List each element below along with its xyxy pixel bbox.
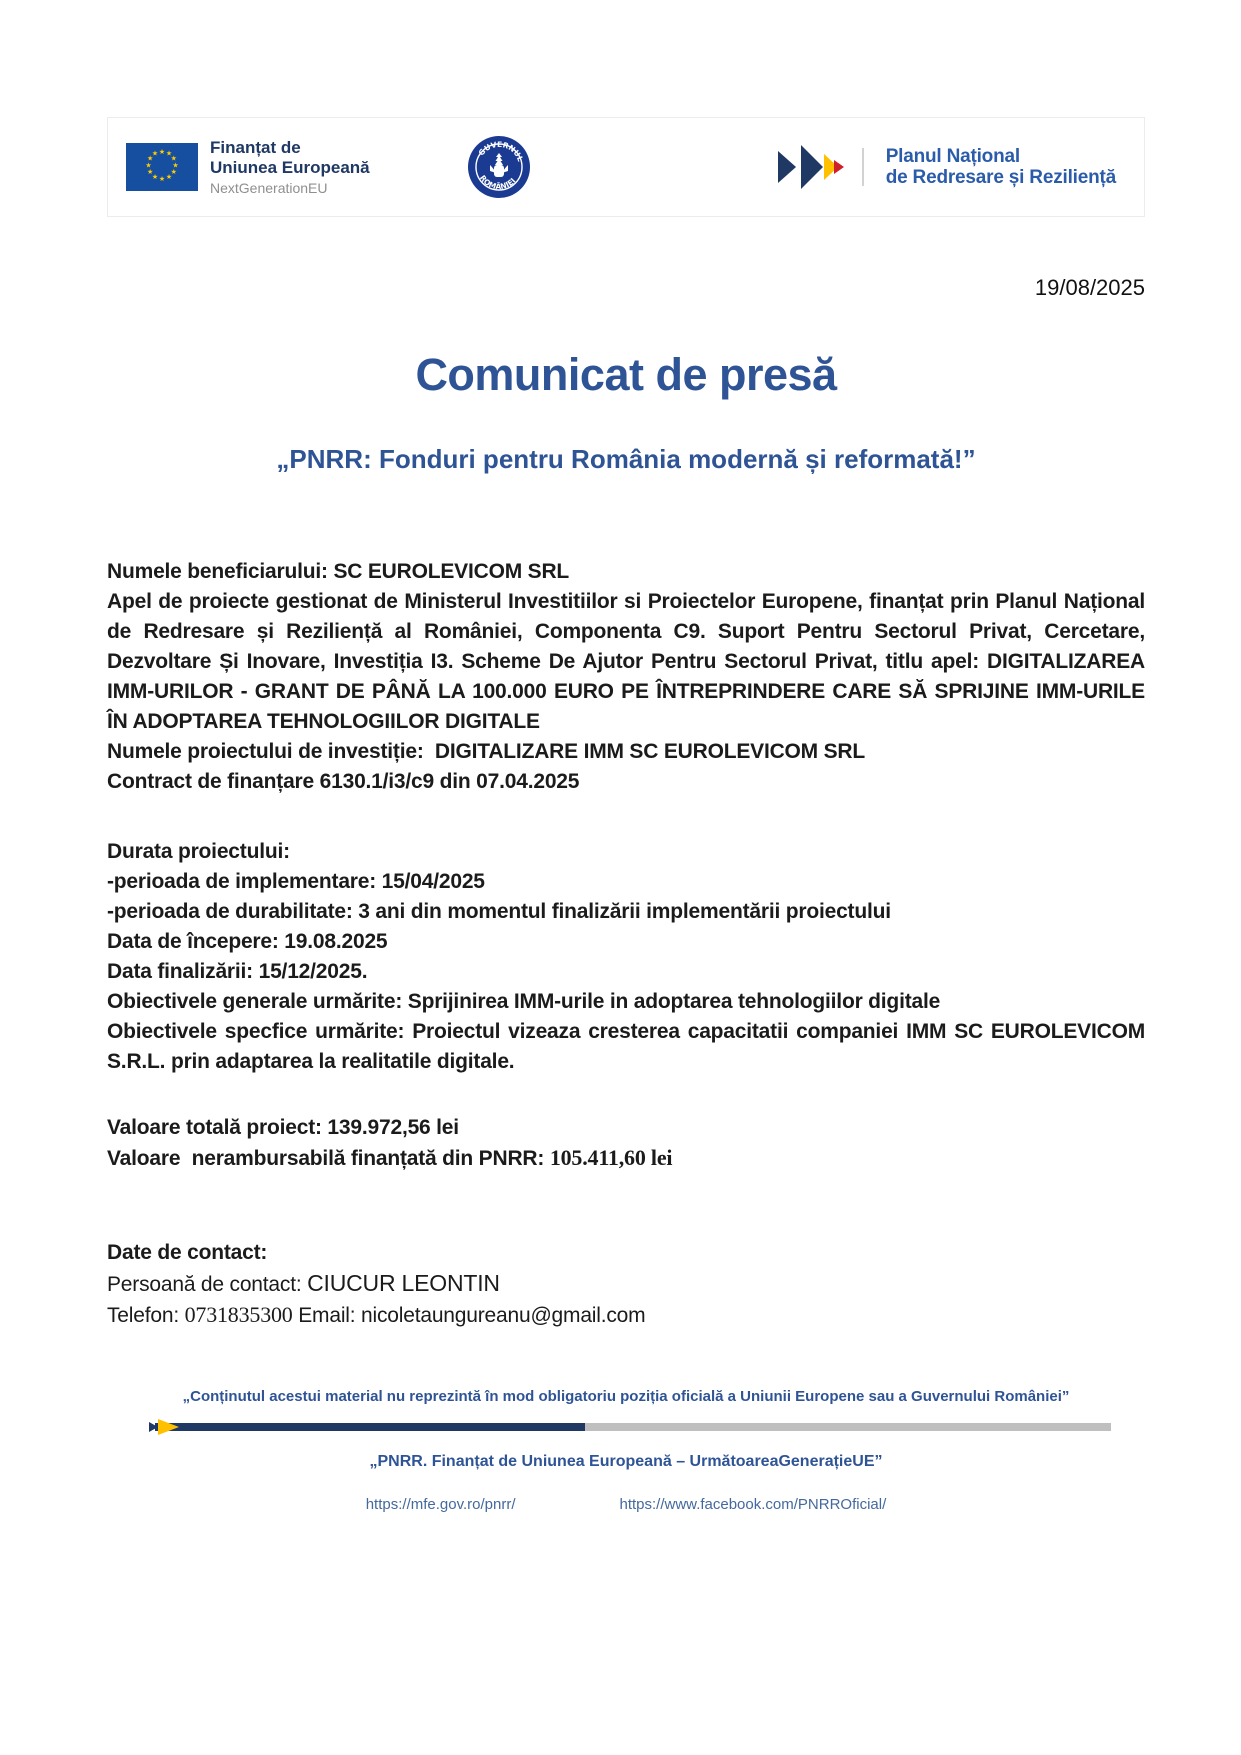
grant-value-amount: 105.411,60 lei (549, 1145, 673, 1170)
grant-value-line (107, 1143, 1145, 1174)
svg-text:★: ★ (158, 148, 166, 156)
contact-person-name: CIUCUR LEONTIN (307, 1270, 500, 1296)
eu-flag-icon (126, 143, 198, 191)
contract-line: Contract de finanțare 6130.1/i3/c9 din 07.04.2025 (107, 770, 580, 793)
eu-logo-text (210, 138, 370, 195)
footer-links (107, 1495, 1145, 1515)
total-value-line: Valoare totală proiect: 139.972,56 lei (107, 1116, 459, 1139)
page-title: Comunicat de presă (415, 349, 837, 400)
contact-person-label: Persoană de contact: (107, 1273, 308, 1296)
svg-text:★: ★ (145, 161, 152, 170)
contact-heading: Date de contact: (107, 1241, 268, 1264)
svg-text:★: ★ (170, 154, 177, 163)
gov-seal-bottom-text: ROMÂNIEI (477, 173, 518, 192)
mfe-pnrr-link[interactable]: https://mfe.gov.ro/pnrr/ (365, 1496, 516, 1513)
pnrr-logo-text (886, 146, 1116, 189)
eu-logo-line2: Uniunea Europeană (210, 157, 370, 177)
beneficiary-line: Numele beneficiarului: SC EUROLEVICOM SRL (107, 560, 570, 583)
eu-logo-line1: Finanțat de (210, 138, 301, 158)
contact-block (107, 1238, 1145, 1331)
pnrr-logo-divider (862, 148, 864, 186)
general-objectives-line: Obiectivele generale urmărite: Sprijinirea IMM-urile in adoptarea tehnologiilor digitale (107, 990, 941, 1013)
email-value: nicoletaungureanu@gmail.com (361, 1304, 646, 1327)
footer-progress-bar (155, 1419, 1111, 1435)
specific-objectives-line: Obiectivele specfice urmărite: Proiectul vizeaza cresterea capacitatii companiei IMM SC EUROLEVICOM S.R.L. prin adaptarea la realitatile digitale. (107, 1020, 1145, 1073)
svg-text:★: ★ (158, 174, 166, 183)
svg-text:★: ★ (151, 149, 159, 158)
duration-block (107, 837, 1145, 1077)
project-name-label: Numele proiectului de investiție: (107, 740, 435, 763)
footer-arrow-icon (149, 1419, 185, 1435)
footer-disclaimer: „Conținutul acestui material nu reprezintă în mod obligatoriu poziția oficială a Uniunii Europene sau a Guvernului României” (182, 1388, 1070, 1405)
pnrr-arrows-icon (778, 143, 844, 191)
svg-text:★: ★ (172, 161, 179, 170)
gov-romania-seal-icon (467, 135, 531, 199)
gov-seal-top-text: GUVERNUL (476, 139, 525, 163)
eu-logo-subtitle: NextGenerationEU (210, 179, 328, 196)
svg-text:★: ★ (165, 149, 173, 158)
project-name-line (107, 737, 1145, 767)
phone-value: 0731835300 (184, 1302, 293, 1327)
pnrr-logo (778, 143, 1116, 191)
call-paragraph: Apel de proiecte gestionat de Ministerul Investitiilor si Proiectelor Europene, finanțat prin Planul Național de Redresare și Reziliență al României, Componenta C9. Suport Pentru Sectorul Privat, Cercetare, Dezvoltare Și Inovare, Investiția I3. Scheme De Ajutor Pentru Sectorul Privat, titlu apel: DIGITALIZAREA IMM-URILOR - GRANT DE PÂNĂ LA 100.000 EURO PE ÎNTREPRINDERE CARE SĂ SPRIJINE IMM-URILE ÎN ADOPTAREA TEHNOLOGIILOR DIGITALE (107, 590, 1145, 733)
svg-text:★: ★ (165, 173, 173, 181)
document-body (107, 557, 1145, 1331)
contact-person-line (107, 1268, 1145, 1300)
email-label: Email: (292, 1304, 362, 1327)
duration-heading: Durata proiectului: (107, 840, 290, 863)
pnrr-logo-line2: de Redresare și Reziliență (885, 167, 1116, 188)
logo-header (107, 117, 1145, 217)
footer-bar-navy-segment (155, 1423, 585, 1431)
footer-motto: „PNRR. Finanțat de Uniunea Europeană – UrmătoareaGenerațieUE” (369, 1453, 883, 1470)
pnrr-logo-line1: Planul Național (885, 145, 1020, 167)
document-date: 19/08/2025 (1034, 275, 1145, 300)
svg-text:★: ★ (147, 168, 154, 177)
eu-logo (126, 138, 370, 195)
implementation-period-line: -perioada de implementare: 15/04/2025 (107, 870, 485, 893)
grant-value-label: Valoare nerambursabilă finanțată din PNRR: (107, 1147, 550, 1170)
end-date-line: Data finalizării: 15/12/2025. (107, 960, 368, 983)
svg-text:★: ★ (151, 173, 159, 181)
pnrr-facebook-link[interactable]: https://www.facebook.com/PNRROficial/ (619, 1496, 887, 1513)
phone-email-line (107, 1300, 1145, 1331)
svg-text:★: ★ (170, 168, 177, 177)
project-name-value: DIGITALIZARE IMM SC EUROLEVICOM SRL (434, 740, 866, 763)
page-subtitle: „PNRR: Fonduri pentru România modernă și reformată!” (276, 444, 976, 474)
phone-label: Telefon: (107, 1304, 185, 1327)
values-block (107, 1113, 1145, 1174)
durability-period-line: -perioada de durabilitate: 3 ani din momentul finalizării implementării proiectului (107, 900, 891, 923)
svg-text:★: ★ (147, 154, 154, 163)
start-date-line: Data de începere: 19.08.2025 (107, 930, 388, 953)
